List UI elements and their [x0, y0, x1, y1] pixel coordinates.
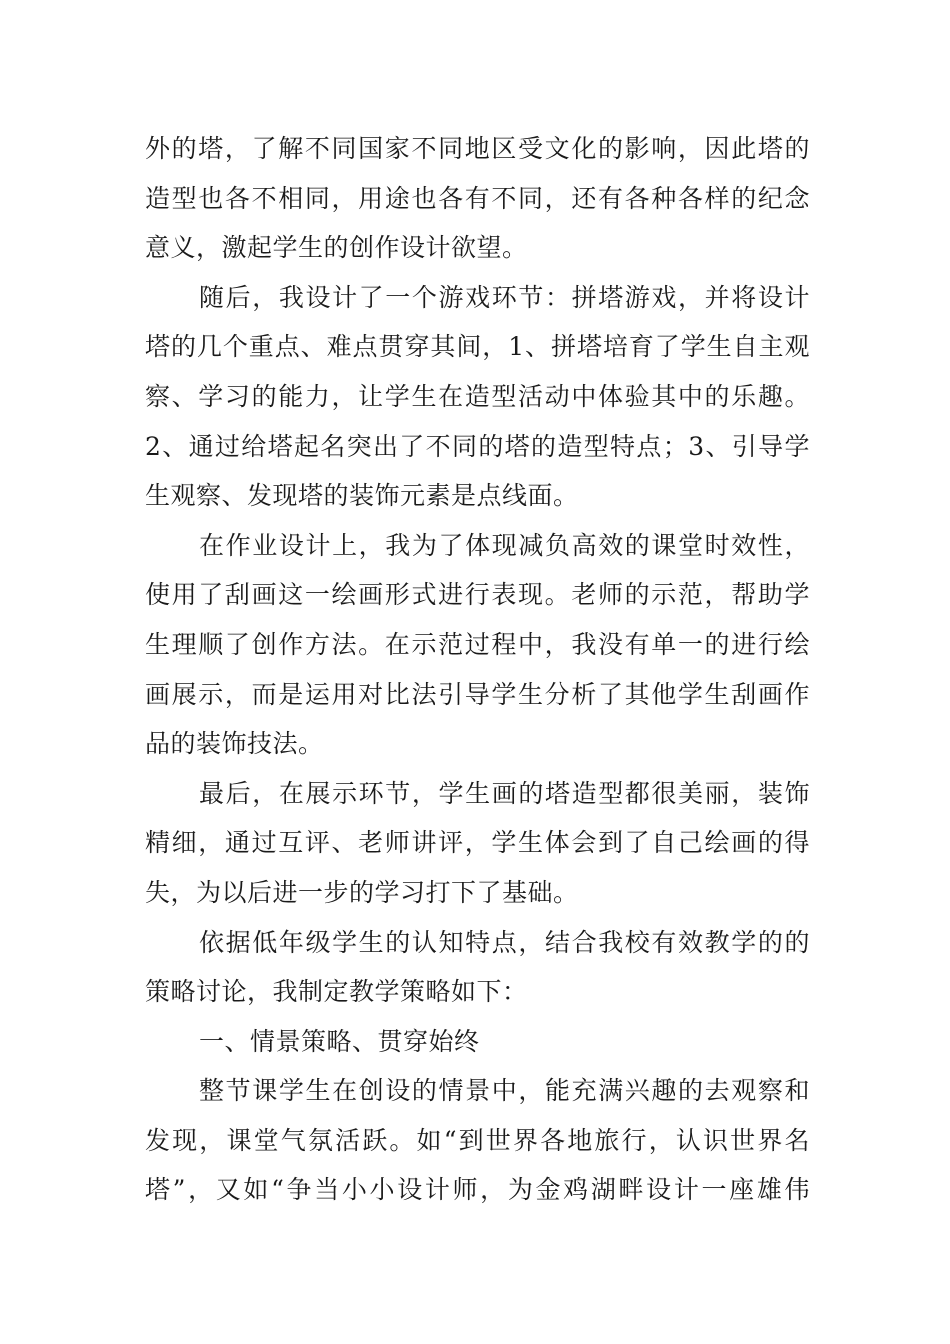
text-line: 塔的几个重点、难点贯穿其间，1、拼塔培育了学生自主观 — [145, 332, 810, 362]
text-line: 2、通过给塔起名突出了不同的塔的造型特点；3、引导学 — [145, 431, 810, 461]
text-line: 最后，在展示环节，学生画的塔造型都很美丽，装饰 — [199, 778, 810, 808]
text-line: 随后，我设计了一个游戏环节：拼塔游戏，并将设计 — [199, 282, 810, 312]
text-line: 造型也各不相同，用途也各有不同，还有各种各样的纪念 — [145, 183, 810, 213]
text-line: 使用了刮画这一绘画形式进行表现。老师的示范，帮助学 — [145, 580, 810, 610]
text-line: 生观察、发现塔的装饰元素是点线面。 — [145, 481, 579, 511]
text-line: 察、学习的能力，让学生在造型活动中体验其中的乐趣。 — [145, 381, 810, 411]
text-line: 失，为以后进一步的学习打下了基础。 — [145, 877, 579, 907]
text-line: 精细，通过互评、老师讲评，学生体会到了自己绘画的得 — [145, 828, 810, 858]
text-line: 一、情景策略、贯穿始终 — [199, 1026, 480, 1056]
text-line: 发现，课堂气氛活跃。如“到世界各地旅行，认识世界名 — [145, 1125, 810, 1155]
text-line: 塔”，又如“争当小小设计师，为金鸡湖畔设计一座雄伟 — [145, 1175, 810, 1205]
text-line: 画展示，而是运用对比法引导学生分析了其他学生刮画作 — [145, 679, 810, 709]
text-line: 品的装饰技法。 — [145, 729, 324, 759]
text-line: 外的塔，了解不同国家不同地区受文化的影响，因此塔的 — [145, 134, 810, 163]
text-line: 策略讨论，我制定教学策略如下： — [145, 977, 528, 1007]
text-line: 意义，激起学生的创作设计欲望。 — [145, 233, 528, 263]
body-text — [145, 124, 810, 1215]
text-line: 依据低年级学生的认知特点，结合我校有效教学的的 — [199, 927, 810, 957]
text-line: 整节课学生在创设的情景中，能充满兴趣的去观察和 — [199, 1076, 810, 1106]
text-line: 生理顺了创作方法。在示范过程中，我没有单一的进行绘 — [145, 629, 810, 659]
text-line: 在作业设计上，我为了体现减负高效的课堂时效性， — [199, 530, 810, 560]
